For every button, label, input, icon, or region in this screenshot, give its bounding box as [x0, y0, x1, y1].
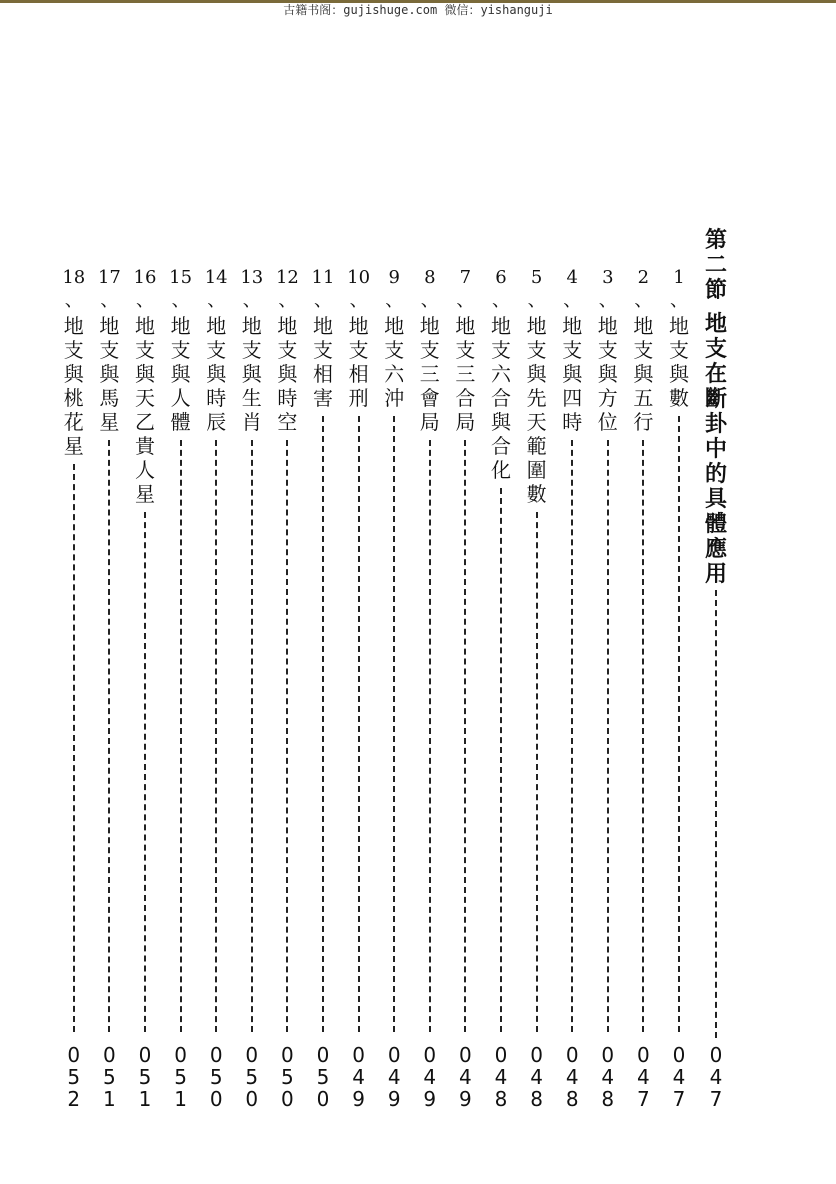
entry-title: 地支相刑	[348, 314, 369, 410]
entry-number: 2	[637, 267, 650, 288]
page-number: 0 5 1	[103, 1043, 116, 1111]
page-number: 0 4 8	[601, 1043, 615, 1111]
leader-dots	[607, 440, 609, 1032]
entry-number: 5	[530, 267, 543, 288]
entry-title: 地支與數	[669, 314, 689, 410]
toc-entry	[235, 268, 269, 1128]
page-number: 0 5 2	[67, 1043, 81, 1111]
enumeration-mark: 、	[456, 290, 475, 311]
leader-dots	[500, 488, 502, 1032]
section-label: 第二節	[704, 227, 727, 303]
entry-number: 1	[673, 267, 685, 288]
page-number: 0 5 0	[245, 1043, 259, 1111]
leader-dots	[144, 512, 146, 1032]
enumeration-mark: 、	[100, 290, 119, 311]
toc-entry	[57, 268, 91, 1128]
page-number: 0 5 0	[209, 1043, 223, 1111]
enumeration-mark: 、	[598, 290, 617, 311]
toc-entry	[662, 268, 696, 1128]
entry-number: 4	[566, 267, 578, 288]
enumeration-mark: 、	[207, 290, 226, 311]
entry-number: 8	[424, 267, 436, 288]
leader-dots	[108, 440, 110, 1032]
enumeration-mark: 、	[349, 290, 368, 311]
leader-dots	[393, 416, 395, 1032]
entry-number: 6	[495, 267, 507, 288]
section-title: 地支在斷卦中的具體應用	[704, 311, 727, 587]
entry-title: 地支六合與合化	[491, 314, 511, 482]
entry-title: 地支六沖	[384, 314, 405, 410]
leader-dots	[251, 440, 253, 1032]
entry-title: 地支與人體	[170, 314, 191, 434]
toc-entry	[377, 268, 411, 1128]
entry-number: 15	[169, 267, 193, 288]
entry-number: 3	[602, 267, 614, 288]
leader-dots	[571, 440, 573, 1032]
entry-title: 地支與五行	[633, 314, 654, 434]
entry-number: 18	[62, 267, 86, 288]
toc-entry	[270, 268, 304, 1128]
enumeration-mark: 、	[171, 290, 190, 311]
page-number: 0 4 7	[637, 1043, 650, 1111]
entry-title: 地支與時空	[277, 314, 298, 434]
page-number: 0 4 9	[423, 1043, 437, 1111]
toc-entry	[591, 268, 625, 1128]
entry-title: 地支與生肖	[241, 314, 262, 434]
page-number: 0 4 8	[565, 1043, 579, 1111]
entry-title: 地支與馬星	[99, 314, 120, 434]
leader-dots	[358, 416, 360, 1032]
toc-entry	[448, 268, 482, 1128]
enumeration-mark: 、	[242, 290, 261, 311]
page-number: 0 4 8	[494, 1043, 508, 1111]
page-number: 0 4 8	[530, 1043, 543, 1111]
leader-dots	[642, 440, 644, 1032]
entry-number: 13	[240, 267, 264, 288]
entry-title: 地支三會局	[419, 314, 440, 434]
entry-title: 地支三合局	[455, 314, 476, 434]
page-number: 0 5 1	[174, 1043, 187, 1111]
page-number: 0 4 7	[709, 1043, 723, 1111]
entry-title: 地支與時辰	[206, 314, 227, 434]
enumeration-mark: 、	[527, 290, 546, 311]
toc-entry	[626, 268, 660, 1128]
entry-number: 7	[459, 267, 472, 288]
entry-title: 地支與先天範圍數	[526, 314, 547, 506]
toc-entry	[306, 268, 340, 1128]
entry-title: 地支與天乙貴人星	[135, 314, 155, 506]
toc-entry	[128, 268, 162, 1128]
leader-dots	[678, 416, 680, 1032]
page-number: 0 5 0	[316, 1043, 330, 1111]
enumeration-mark: 、	[278, 290, 297, 311]
entry-title: 地支與桃花星	[63, 314, 84, 458]
leader-dots	[73, 464, 75, 1032]
entry-title: 地支相害	[313, 314, 333, 410]
toc-entry	[555, 268, 589, 1128]
enumeration-mark: 、	[385, 290, 404, 311]
section-column	[699, 227, 733, 1111]
enumeration-mark: 、	[563, 290, 582, 311]
leader-dots	[180, 440, 182, 1032]
toc-entry	[413, 268, 447, 1128]
page-number: 0 5 1	[138, 1043, 152, 1111]
toc-entry	[164, 268, 198, 1128]
entry-number: 11	[311, 267, 335, 288]
entry-title: 地支與四時	[562, 314, 583, 434]
leader-dots	[215, 440, 217, 1032]
enumeration-mark: 、	[136, 290, 154, 311]
leader-dots	[322, 416, 324, 1032]
leader-dots	[464, 440, 466, 1032]
toc-entry	[92, 268, 126, 1128]
leader-dots	[429, 440, 431, 1032]
entry-number: 17	[97, 267, 121, 288]
enumeration-mark: 、	[670, 290, 688, 311]
entry-number: 14	[204, 267, 228, 288]
enumeration-mark: 、	[492, 290, 510, 311]
entry-title: 地支與方位	[597, 314, 618, 434]
page-number: 0 4 9	[387, 1043, 401, 1111]
leader-dots	[286, 440, 288, 1032]
toc-entry	[484, 268, 518, 1128]
entry-number: 16	[133, 267, 157, 288]
entry-number: 12	[275, 267, 299, 288]
toc-entry	[342, 268, 376, 1128]
leader-dots	[536, 512, 538, 1032]
enumeration-mark: 、	[634, 290, 653, 311]
leader-dots	[715, 590, 717, 1038]
page-number: 0 4 9	[352, 1043, 365, 1111]
page-number: 0 5 0	[281, 1043, 294, 1111]
watermark: 古籍书阁：gujishuge.com 微信：yishanguji	[283, 3, 553, 17]
section-heading	[699, 228, 733, 303]
toc-entry	[520, 268, 554, 1128]
page-number: 0 4 7	[672, 1043, 686, 1111]
entry-number: 10	[347, 267, 371, 288]
entry-number: 9	[388, 267, 400, 288]
enumeration-mark: 、	[64, 290, 83, 311]
toc-entry	[199, 268, 233, 1128]
enumeration-mark: 、	[420, 290, 439, 311]
enumeration-mark: 、	[314, 290, 332, 311]
page-number: 0 4 9	[459, 1043, 472, 1111]
